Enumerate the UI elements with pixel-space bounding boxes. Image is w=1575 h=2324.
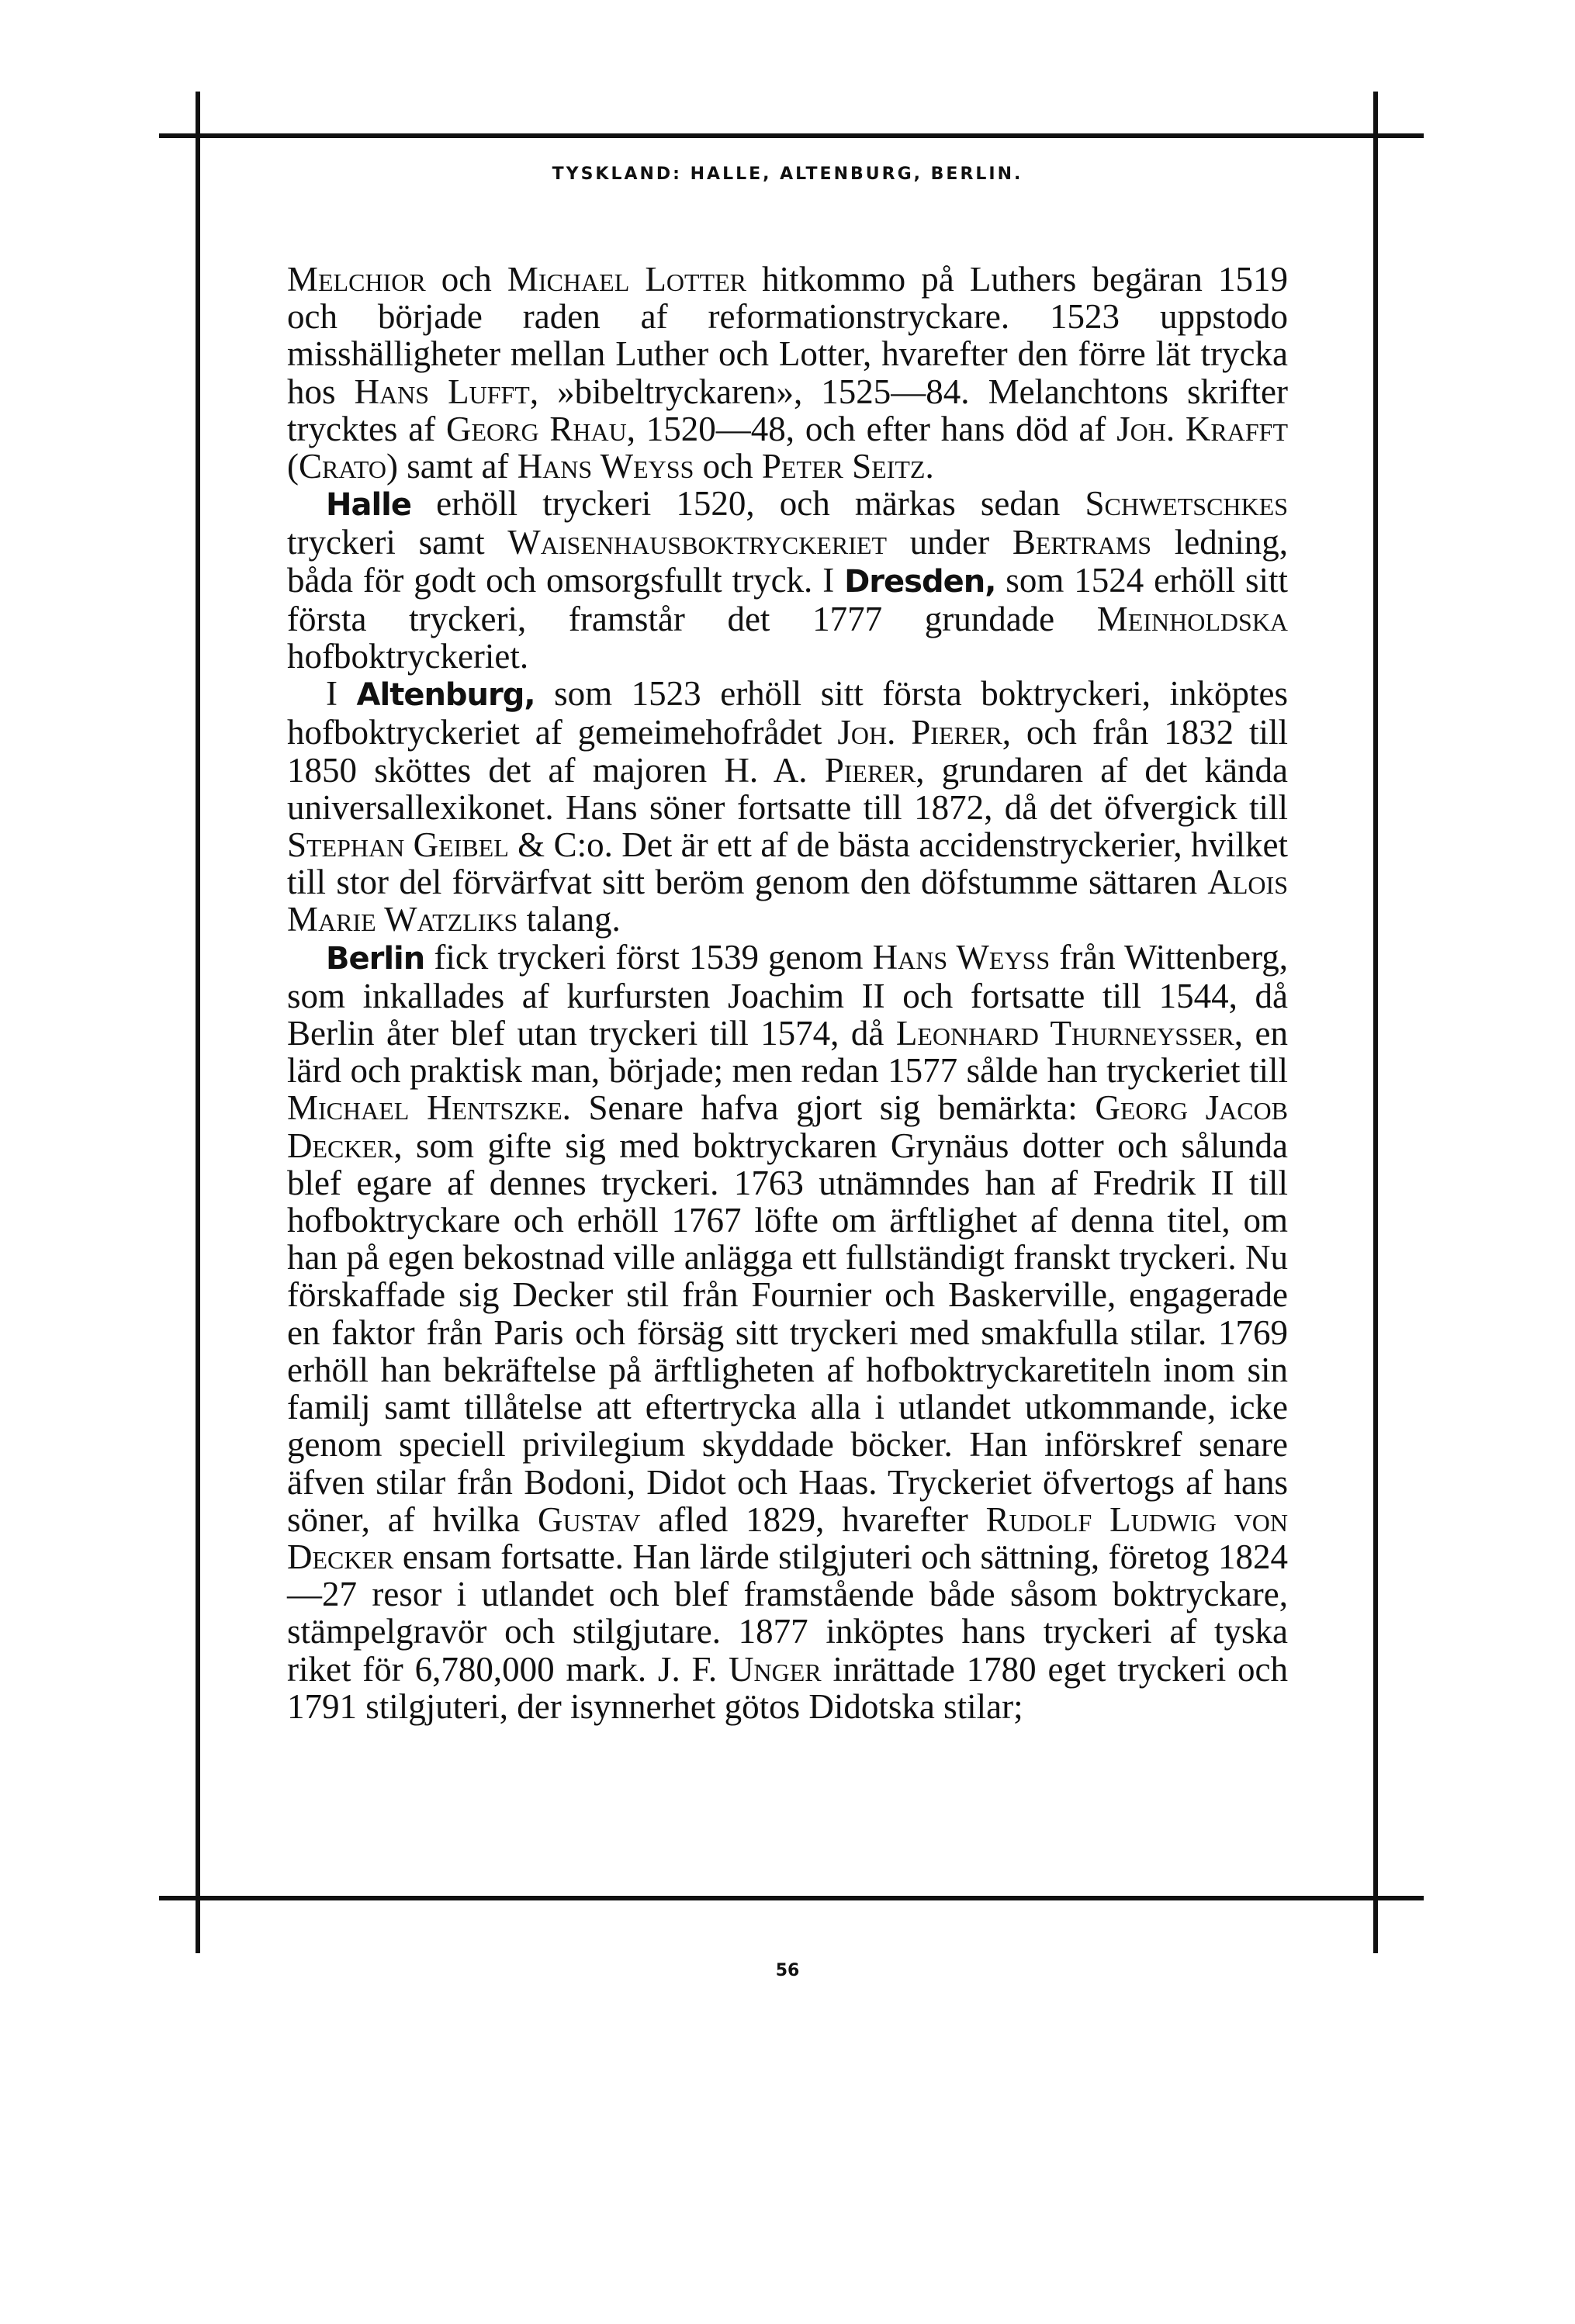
city-heading: Dresden, <box>844 563 996 600</box>
institution-name: Waisenhausboktryckeriet <box>507 523 887 562</box>
person-name: Bertrams <box>1012 523 1152 562</box>
person-name: Georg Rhau <box>446 409 627 448</box>
paragraph <box>287 485 1288 675</box>
institution-name: Meinholdska <box>1096 599 1288 638</box>
text-run: , och från 1832 till 1850 sköttes det af majoren H. A. <box>287 713 1288 790</box>
right-frame-line <box>1373 92 1378 1953</box>
text-run: och <box>694 447 762 486</box>
text-run: I <box>326 674 357 714</box>
text-run: talang. <box>518 900 621 939</box>
text-run: , en lärd och praktisk man, började; men redan 1577 sålde han tryckeriet till <box>287 1014 1288 1091</box>
bottom-rule <box>159 1896 1424 1900</box>
city-heading: Berlin <box>326 940 425 977</box>
person-name: Rudolf Ludwig von Decker <box>287 1499 1289 1576</box>
person-name: Melchior <box>287 260 426 299</box>
text-run: , 1520—48, och efter hans död af <box>626 409 1117 448</box>
person-name: Alois Marie Watzliks <box>287 863 1288 939</box>
person-name: Leonhard Thurneysser <box>895 1014 1234 1053</box>
text-run: fick tryckeri först 1539 genom <box>424 937 873 977</box>
text-run: ensam fortsatte. Han lärde stilgjuteri och sättning, företog 1824—27 resor i utlandet och blef framstående både såsom boktryckare, stämpelgravör och stilgjutare. 1877 inköptes hans tryckeri af tyska riket för 6,780,000 mark. J. F. <box>287 1537 1288 1689</box>
person-name: Joh. Pierer <box>837 713 1002 752</box>
city-heading: Altenburg, <box>356 677 535 714</box>
paragraph <box>287 675 1288 938</box>
text-run: inrättade 1780 eget tryckeri och 1791 stilgjuteri, der isynnerhet götos Didotska stilar; <box>287 1649 1288 1726</box>
person-name: Pierer <box>824 750 916 790</box>
text-run: som 1523 erhöll sitt första boktryckeri, inköptes hofboktryckeriet af gemeimehofrådet <box>287 674 1288 752</box>
person-name: Stephan Geibel <box>287 825 509 865</box>
left-frame-line <box>196 92 200 1953</box>
text-run: hitkommo på Luthers begäran 1519 och började raden af reformationstryckare. 1523 uppstodo misshälligheter mellan Luther och Lotter, hvarefter den förre lät trycka hos <box>287 260 1288 411</box>
person-name: Unger <box>729 1649 822 1689</box>
page-number: 56 <box>775 1961 800 1980</box>
text-run: , som gifte sig med boktryckaren Grynäus dotter och sålunda blef egare af dennes tryckeri. 1763 utnämndes han af Fredrik II till hofboktryckare och erhöll 1767 löfte om ärftlighet af denna titel, om han på egen bekostnad ville anlägga ett fullständigt franskt tryckeri. Nu förskaffade sig Decker stil från Fournier och Baskerville, engagerade en faktor från Paris och försäg sitt tryckeri med smakfulla stilar. 1769 erhöll han bekräftelse på ärftligheten af hofboktryckaretiteln inom sin familj samt tillåtelse att eftertrycka alla i utlandet utkommande, icke genom speciell privilegium skyddade böcker. Han införskref senare äfven stilar från Bodoni, Didot och Haas. Tryckeriet öfvertogs af hans söner, af hvilka <box>287 1126 1288 1539</box>
text-run: afled 1829, hvarefter <box>640 1499 986 1539</box>
city-heading: Halle <box>326 487 412 524</box>
text-run: & C:o. Det är ett af de bästa accidenstryckerier, hvilket till stor del förvärfvat sitt beröm genom den döfstumme sättaren <box>287 825 1288 902</box>
person-name: Georg Jacob Decker <box>287 1088 1288 1165</box>
paragraph <box>287 261 1288 485</box>
text-run: ledning, båda för godt och omsorgsfullt tryck. I <box>287 523 1288 600</box>
person-name: Schwetschkes <box>1085 484 1288 524</box>
person-name: Hans Lufft <box>354 372 530 411</box>
person-name: Joh. Krafft (Crato) <box>287 409 1288 486</box>
text-run: tryckeri samt <box>287 523 508 562</box>
person-name: Gustav <box>538 1499 641 1539</box>
text-run: , »bibeltryckaren», 1525—84. Melanchtons skrifter trycktes af <box>287 372 1288 448</box>
text-run: samt af <box>397 447 518 486</box>
text-run: . Senare hafva gjort sig bemärkta: <box>562 1088 1096 1128</box>
text-run: . <box>925 447 934 486</box>
text-run: som 1524 erhöll sitt första tryckeri, framstår det 1777 grundade <box>287 560 1289 638</box>
text-run: , grundaren af det kända universallexikonet. Hans söner fortsatte till 1872, då det öfvergick till <box>287 750 1288 827</box>
top-rule <box>159 133 1424 138</box>
person-name: Michael Hentszke <box>287 1088 562 1128</box>
person-name: Hans Weyss <box>872 937 1051 977</box>
person-name: Hans Weyss <box>517 447 694 486</box>
text-run: och <box>425 260 507 299</box>
person-name: Michael Lotter <box>507 260 746 299</box>
person-name: Peter Seitz <box>761 447 926 486</box>
text-run: från Wittenberg, som inkallades af kurfursten Joachim II och fortsatte till 1544, då Berlin åter blef utan tryckeri till 1574, då <box>287 937 1288 1053</box>
text-run: erhöll tryckeri 1520, och märkas sedan <box>411 484 1085 524</box>
body-text <box>287 261 1288 1725</box>
text-run: under <box>887 523 1012 562</box>
running-header: TYSKLAND: HALLE, ALTENBURG, BERLIN. <box>552 164 1023 184</box>
paragraph <box>287 939 1288 1725</box>
text-run: hofboktryckeriet. <box>287 637 529 676</box>
